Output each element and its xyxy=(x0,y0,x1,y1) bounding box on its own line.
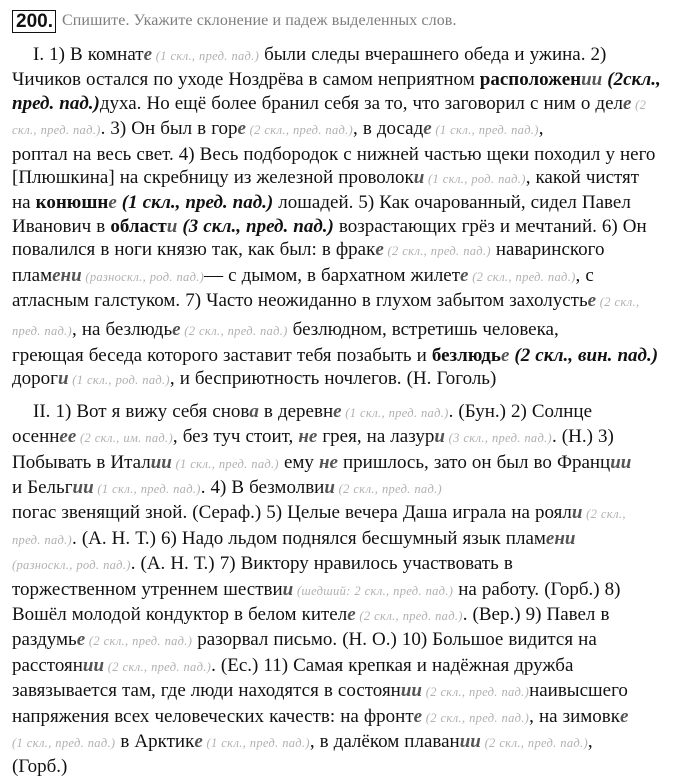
grammar-note-bold: пред. пад.) xyxy=(12,92,100,114)
text-segment: дорог xyxy=(12,368,58,390)
text-segment: — с дымом, в бархатном жилет xyxy=(204,264,461,286)
grammar-note: пред. пад.) xyxy=(12,532,73,547)
grammar-note: (1 скл., пред. пад.) xyxy=(202,735,310,750)
text-segment: раздумь xyxy=(12,629,77,651)
text-segment: I. 1) В комнат xyxy=(33,44,144,65)
text-segment: завязывается там, где люди находятся в состоян xyxy=(12,680,401,702)
text-segment: Иванович в xyxy=(12,215,111,237)
highlighted-ending: и xyxy=(571,502,583,524)
text-segment: возрастающих грёз и мечтаний. 6) Он xyxy=(333,215,647,237)
highlighted-ending: и xyxy=(324,476,335,498)
grammar-note: (1 скл., пред. пад.) xyxy=(12,735,116,750)
grammar-note: (2 скл., им. пад.) xyxy=(76,431,173,446)
grammar-note: (2 скл., пред. пад.) xyxy=(104,659,212,674)
text-segment: и Бельг xyxy=(12,476,73,498)
grammar-note: (1 скл., пред. пад.) xyxy=(152,49,260,63)
text-segment: торжественном утреннем шестви xyxy=(12,578,283,600)
highlighted-ending: е xyxy=(500,344,510,366)
text-segment: наваринского xyxy=(490,239,605,261)
grammar-note: (2 скл., пред. пад.) xyxy=(422,710,530,725)
text-segment: , xyxy=(587,730,593,752)
highlighted-ending: и xyxy=(413,167,425,189)
text-segment: . 3) Он был в гор xyxy=(100,118,238,140)
grammar-note: скл., пред. пад.) xyxy=(12,123,101,138)
text-segment: Вошёл молодой кондуктор в белом кител xyxy=(12,603,348,625)
highlighted-ending: е xyxy=(347,603,356,625)
text-segment: греющая беседа которого заставит тебя позабыть и xyxy=(12,344,432,366)
highlighted-ending: е xyxy=(620,705,629,727)
grammar-note: (разноскл., род. пад.) xyxy=(12,558,131,573)
highlighted-ending: ии xyxy=(150,451,172,473)
highlighted-ending: ии xyxy=(82,654,105,676)
grammar-note: (2 скл., пред. пад.) xyxy=(383,244,491,259)
highlighted-ending: е xyxy=(172,319,181,341)
text-segment: атласным галстуком. 7) Часто неожиданно в глухом забытом захолусть xyxy=(12,290,588,312)
text-segment: в деревн xyxy=(258,400,334,422)
exercise-instruction: Спишите. Укажите склонение и падеж выделенных слов. xyxy=(61,12,457,29)
text-segment: пришлось, зато он был во Франц xyxy=(337,451,611,473)
text-segment: повалился в ноги князю так, как был: в фрак xyxy=(12,239,376,261)
text-segment: ему xyxy=(278,451,319,473)
grammar-note: (1 скл., род. пад.) xyxy=(68,373,170,388)
highlighted-ending: е xyxy=(194,730,203,752)
text-segment: были следы вчерашнего обеда и ужина. 2) xyxy=(259,44,607,65)
grammar-note: (шедший: 2 скл., пред. пад.) xyxy=(293,583,454,598)
grammar-note: (2 скл., пред. пад.) xyxy=(180,324,288,339)
highlighted-ending: ии xyxy=(581,69,603,91)
highlighted-ending: ии xyxy=(72,476,94,498)
grammar-note: (2 скл., пред. пад.) xyxy=(355,608,463,623)
grammar-note-bold: (1 скл., пред. пад.) xyxy=(116,192,274,214)
text-segment: разорвал письмо. (Н. О.) 10) Большое видится на xyxy=(192,629,597,651)
text-segment: погас звенящий зной. (Сераф.) 5) Целые вечера Даша играла на роял xyxy=(12,502,572,524)
highlighted-ending: е xyxy=(375,239,384,261)
text-segment: Побывать в Итал xyxy=(12,451,151,473)
text-segment: плам xyxy=(12,264,53,286)
text-segment: лошадей. 5) Как очарованный, сидел Павел xyxy=(273,192,631,214)
text-segment: осенн xyxy=(12,426,60,448)
highlighted-ending: е xyxy=(423,118,432,140)
text-segment: . (А. Н. Т.) 6) Надо льдом поднялся бесшумный язык плам xyxy=(72,527,546,549)
grammar-note: (2 скл., пред. пад.) xyxy=(422,685,530,700)
text-segment: (Горб.) xyxy=(12,756,68,778)
text-segment: , в далёком плаван xyxy=(309,730,460,752)
text-segment: расстоян xyxy=(12,654,83,676)
text-segment: , на зимовк xyxy=(529,705,620,727)
highlighted-word: конюшн xyxy=(35,192,109,214)
grammar-note: (2 скл., пред. пад.) xyxy=(468,269,576,284)
highlighted-ending: и xyxy=(282,578,294,600)
highlighted-ending: и xyxy=(57,368,69,390)
highlighted-ending: е xyxy=(143,44,153,65)
text-segment: в Арктик xyxy=(115,730,195,752)
grammar-note: (1 скл., пред. пад.) xyxy=(93,481,201,496)
highlighted-ending: е xyxy=(76,629,86,651)
highlighted-ending: а xyxy=(249,400,259,422)
highlighted-ending: е xyxy=(108,192,117,214)
text-segment: . (Н.) 3) xyxy=(551,426,614,448)
highlighted-ending: не xyxy=(298,426,318,448)
text-segment: , какой чистят xyxy=(525,167,640,189)
text-segment: . (Ес.) 11) Самая крепкая и надёжная дружба xyxy=(211,654,574,676)
grammar-note: (3 скл., пред. пад.) xyxy=(444,431,552,446)
exercise-number: 200. xyxy=(12,10,56,33)
highlighted-word: област xyxy=(110,215,167,237)
highlighted-ending: и xyxy=(434,426,445,448)
highlighted-word: безлюдь xyxy=(431,344,501,366)
highlighted-ending: ии xyxy=(400,680,422,702)
grammar-note-bold: (3 скл., пред. пад.) xyxy=(177,215,334,237)
highlighted-ending: ее xyxy=(59,426,77,448)
text-segment: . 4) В безмолви xyxy=(200,476,325,498)
grammar-note: пред. пад.) xyxy=(12,324,73,339)
highlighted-word: расположен xyxy=(479,69,582,91)
text-segment: грея, на лазур xyxy=(317,426,435,448)
grammar-note: (2 скл., xyxy=(596,295,640,310)
part1-continuation xyxy=(12,318,686,392)
grammar-note: (2 скл., пред. пад.) xyxy=(85,634,193,649)
text-segment: . (Вер.) 9) Павел в xyxy=(462,603,610,625)
highlighted-ending: е xyxy=(587,290,597,312)
text-segment: , без туч стоит, xyxy=(172,426,299,448)
highlighted-ending: ии xyxy=(610,451,632,473)
exercise-header xyxy=(12,8,686,34)
highlighted-ending: е xyxy=(413,705,423,727)
text-segment: роптал на весь свет. 4) Весь подбородок с нижней частью щеки походил у него xyxy=(12,143,656,165)
part1-paragraph xyxy=(12,43,686,314)
grammar-note: (2 скл., xyxy=(582,507,626,522)
text-segment: духа. Но ещё более бранил себя за то, что заговорил с ним о дел xyxy=(99,92,623,114)
highlighted-ending: е xyxy=(333,400,342,422)
text-segment: на xyxy=(12,192,36,214)
text-segment: , xyxy=(538,118,544,140)
highlighted-ending: ени xyxy=(545,527,576,549)
text-segment: безлюдном, встретишь человека, xyxy=(287,319,559,341)
text-segment: , с xyxy=(575,264,594,286)
text-segment: . (А. Н. Т.) 7) Виктору нравилось участвовать в xyxy=(130,553,513,575)
grammar-note: (1 скл., пред. пад.) xyxy=(341,405,449,420)
text-segment: . (Бун.) 2) Солнце xyxy=(448,400,593,422)
grammar-note-bold: (2скл., xyxy=(602,69,661,91)
highlighted-ending: ени xyxy=(52,264,82,286)
grammar-note: (2 скл., пред. пад.) xyxy=(245,123,354,138)
highlighted-ending: ии xyxy=(459,730,481,752)
highlighted-ending: е xyxy=(237,118,246,140)
highlighted-ending: е xyxy=(460,264,469,286)
part2-paragraph xyxy=(12,400,686,779)
text-segment: наивысшего xyxy=(529,680,628,702)
text-segment: Чичиков остался по уходе Ноздрёва в самом неприятном xyxy=(12,69,480,91)
text-segment: II. 1) Вот я вижу себя снов xyxy=(33,400,250,422)
grammar-note: (2 скл., пред. пад.) xyxy=(480,735,588,750)
text-segment: , в досад xyxy=(353,118,424,140)
grammar-note: (2 xyxy=(631,97,647,112)
text-segment: , на безлюдь xyxy=(72,319,173,341)
text-segment: напряжения всех человеческих качеств: на фронт xyxy=(12,705,414,727)
grammar-note: (1 скл., пред. пад.) xyxy=(171,456,279,471)
grammar-note: (разноскл., род. пад.) xyxy=(81,269,205,284)
highlighted-ending: не xyxy=(318,451,338,473)
text-segment: на работу. (Горб.) 8) xyxy=(453,578,621,600)
text-segment: [Плюшкина] на скребницу из железной проволок xyxy=(12,167,414,189)
grammar-note-bold: (2 скл., вин. пад.) xyxy=(509,344,659,366)
highlighted-ending: и xyxy=(166,215,178,237)
grammar-note: (1 скл., пред. пад.) xyxy=(431,123,539,138)
grammar-note: (1 скл., род. пад.) xyxy=(424,172,526,187)
highlighted-ending: е xyxy=(622,92,632,114)
grammar-note: (2 скл., пред. пад.) xyxy=(334,481,442,496)
text-segment: , и бесприютность ночлегов. (Н. Гоголь) xyxy=(169,368,497,390)
